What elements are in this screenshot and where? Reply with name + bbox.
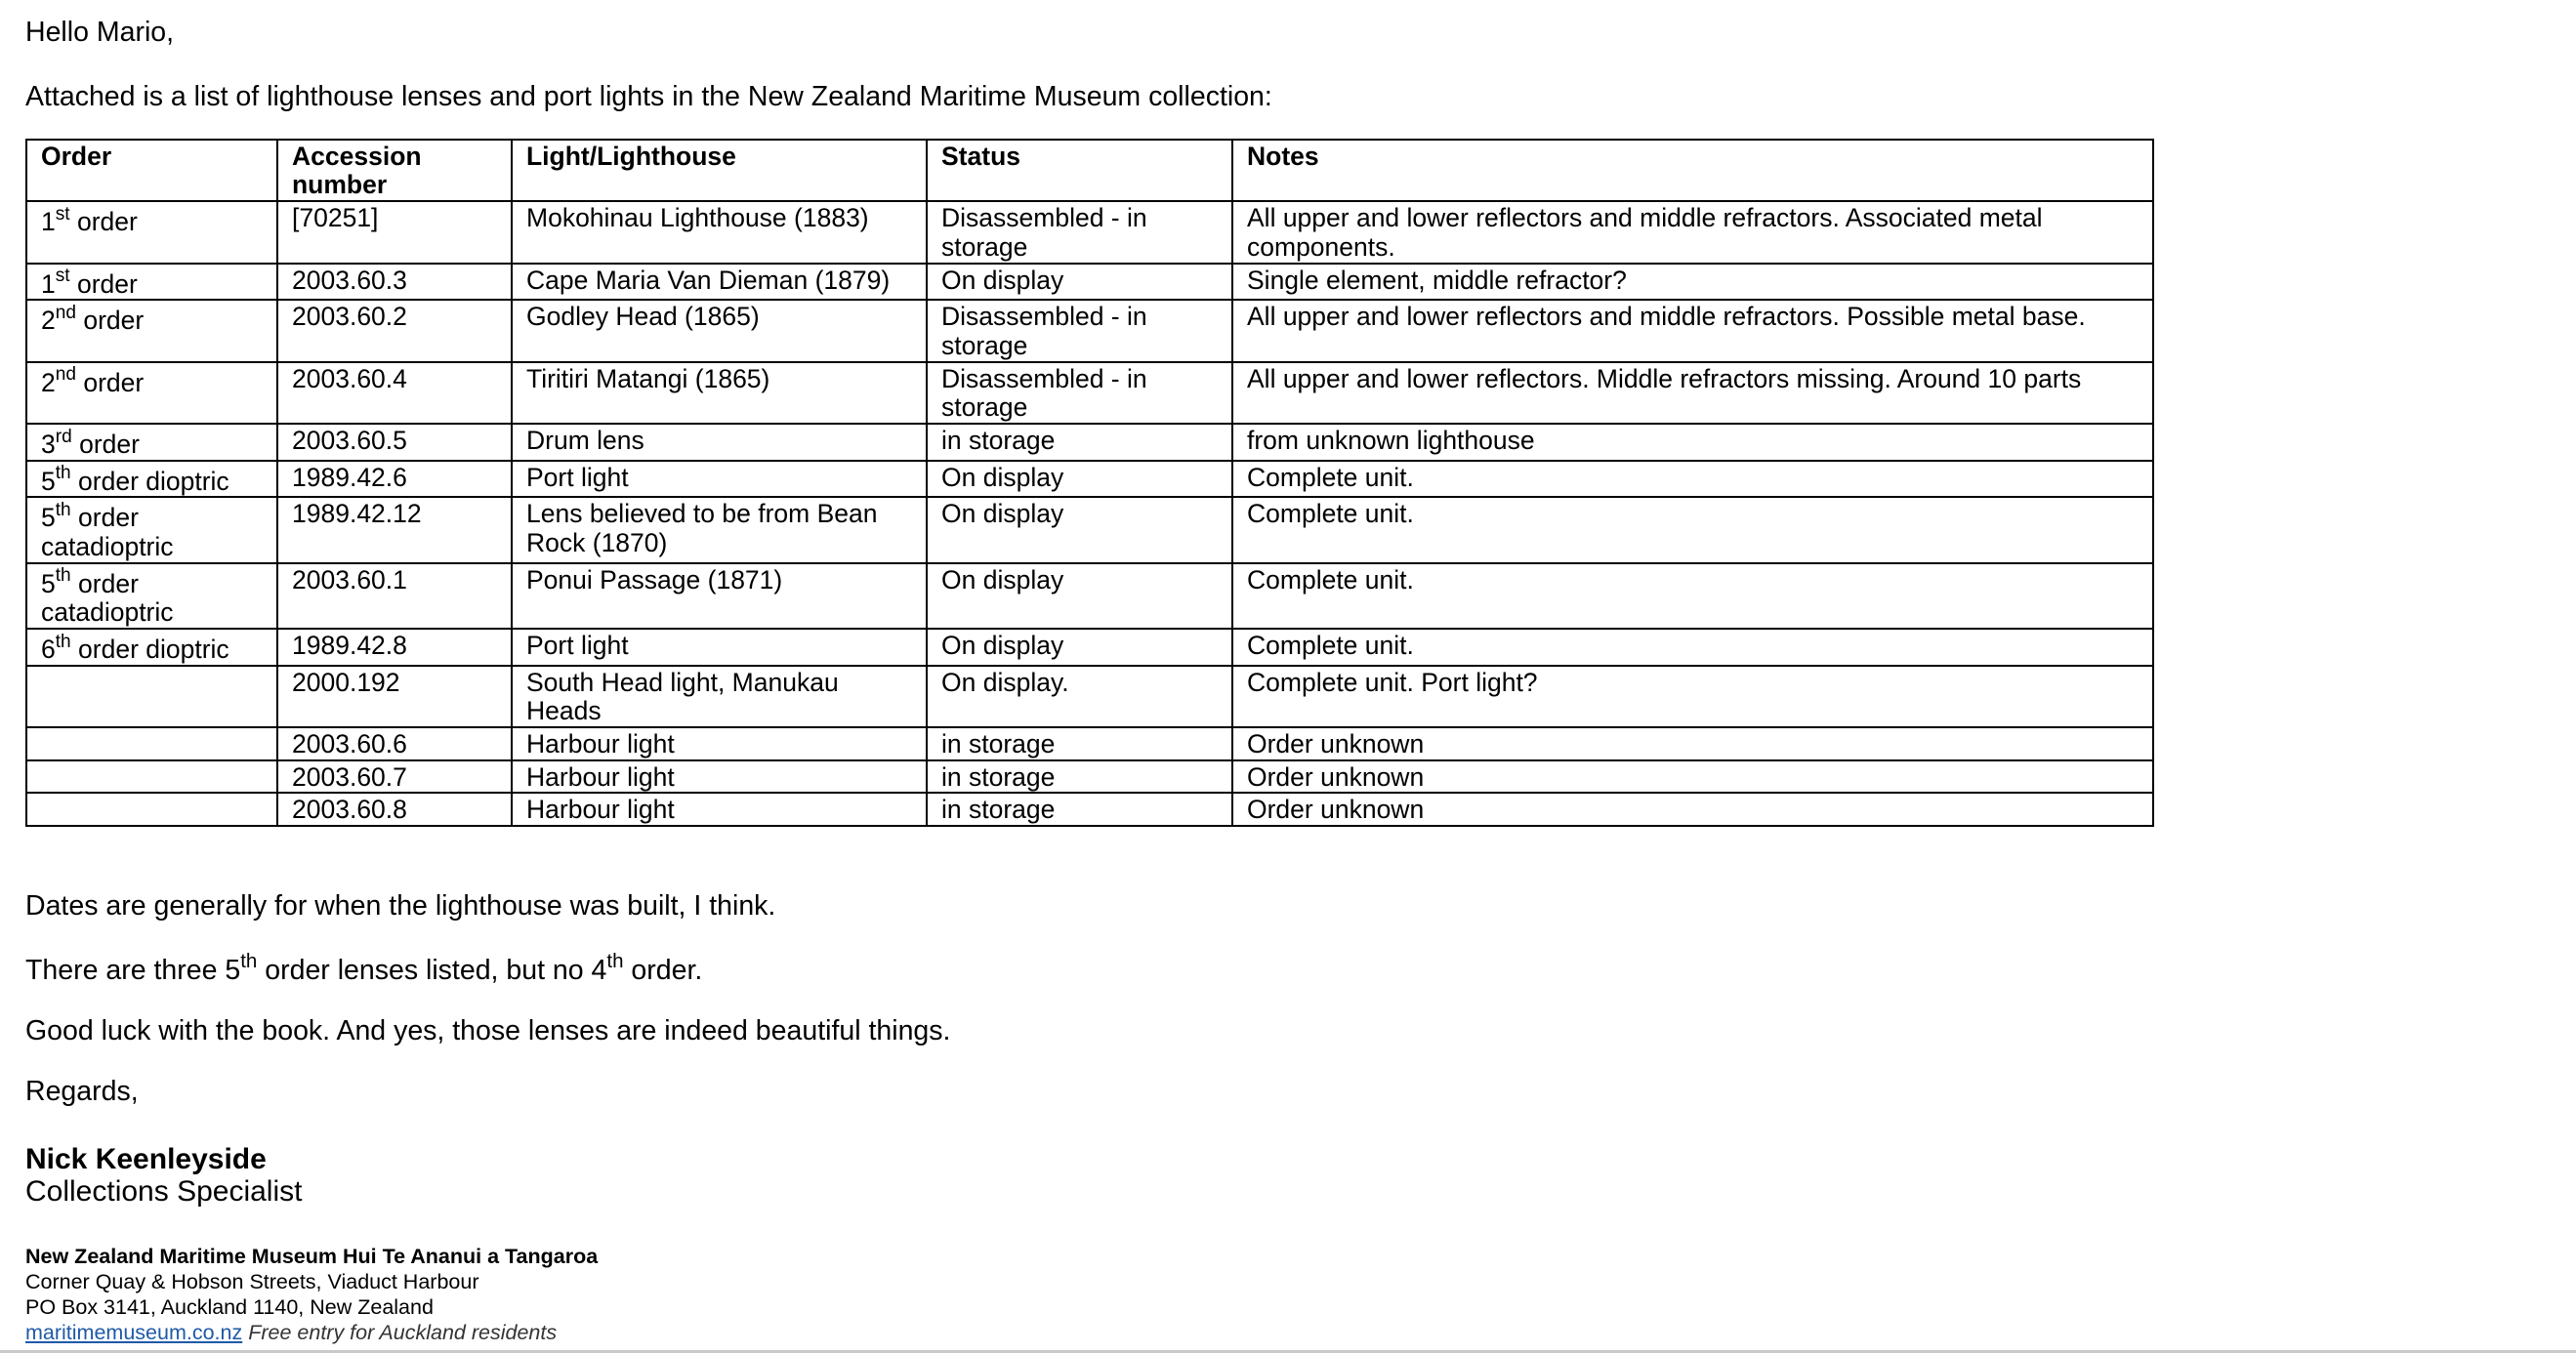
table-row [26,563,2153,629]
cell-notes: Single element, middle refractor? [1232,264,2153,301]
order-suffix: nd [55,364,76,386]
order-number: 2 [41,306,56,336]
cell-order [26,760,277,794]
order-note-c: order. [623,954,703,986]
col-header-notes: Notes [1232,140,2153,201]
order-number: 2 [41,367,56,397]
table-row [26,201,2153,263]
order-number: 1 [41,268,56,299]
cell-order [26,629,277,666]
cell-order [26,201,277,263]
cell-status: in storage [927,760,1232,794]
order-note-sup1: th [240,949,258,972]
table-header-row [26,140,2153,201]
cell-accession: 1989.42.12 [277,497,512,562]
order-label: order dioptric [70,634,229,664]
cell-accession: 2000.192 [277,666,512,727]
cell-status: in storage [927,727,1232,760]
good-luck-note: Good luck with the book. And yes, those lenses are indeed beautiful things. [25,1014,951,1046]
cell-status: On display [927,497,1232,562]
cell-notes: Order unknown [1232,760,2153,794]
cell-order [26,727,277,760]
organisation-name: New Zealand Maritime Museum Hui Te Ananui a Tangaroa [25,1244,599,1268]
cell-light: Godley Head (1865) [512,300,927,361]
cell-light: Harbour light [512,760,927,794]
cell-light: Mokohinau Lighthouse (1883) [512,201,927,263]
table-row [26,760,2153,794]
order-note-a: There are three 5 [25,954,241,986]
order-suffix: st [55,203,70,225]
cell-order [26,666,277,727]
table-row [26,461,2153,498]
regards: Regards, [25,1075,139,1107]
table-row [26,497,2153,562]
table-row [26,727,2153,760]
cell-light: Port light [512,629,927,666]
table-row [26,264,2153,301]
email-body [25,18,2525,1346]
cell-status: in storage [927,424,1232,461]
order-suffix: st [55,266,70,287]
order-label: order [69,268,138,299]
cell-notes: Complete unit. [1232,461,2153,498]
cell-accession: [70251] [277,201,512,263]
cell-notes: Complete unit. [1232,563,2153,629]
free-entry-tagline: Free entry for Auckland residents [248,1321,558,1345]
cell-accession: 2003.60.7 [277,760,512,794]
order-label: order [75,306,145,336]
cell-notes: Complete unit. Port light? [1232,666,2153,727]
table-row [26,793,2153,826]
order-suffix: rd [55,426,72,447]
cell-accession: 2003.60.6 [277,727,512,760]
cell-notes: Complete unit. [1232,497,2153,562]
cell-accession: 2003.60.5 [277,424,512,461]
order-number: 1 [41,207,56,237]
cell-accession: 2003.60.3 [277,264,512,301]
organisation-block [25,1244,2525,1346]
order-note-b: order lenses listed, but no 4 [257,954,607,986]
cell-status: Disassembled - in storage [927,300,1232,361]
dates-note: Dates are generally for when the lighthouse was built, I think. [25,889,776,922]
table-body [26,201,2153,826]
cell-order [26,424,277,461]
website-line [25,1320,2525,1345]
cell-notes: Complete unit. [1232,629,2153,666]
cell-light: Port light [512,461,927,498]
order-number: 5 [41,568,56,598]
order-number: 5 [41,503,56,533]
cell-order [26,497,277,562]
cell-accession: 2003.60.1 [277,563,512,629]
cell-light: Ponui Passage (1871) [512,563,927,629]
address-line-1: Corner Quay & Hobson Streets, Viaduct Harbour [25,1269,479,1293]
order-suffix: th [55,565,71,587]
cell-order [26,563,277,629]
cell-light: Harbour light [512,727,927,760]
order-number: 6 [41,634,56,664]
cell-status: On display [927,629,1232,666]
order-number: 5 [41,466,56,496]
greeting: Hello Mario, [25,17,175,48]
order-count-note [25,949,2525,987]
order-suffix: nd [55,302,76,323]
table-row [26,362,2153,424]
col-header-light: Light/Lighthouse [512,140,927,201]
cell-notes: Order unknown [1232,727,2153,760]
cell-notes: All upper and lower reflectors and middle refractors. Associated metal components. [1232,201,2153,263]
signature-name: Nick Keenleyside [25,1142,267,1175]
table-row [26,666,2153,727]
address-line-2: PO Box 3141, Auckland 1140, New Zealand [25,1295,434,1320]
cell-status: On display [927,563,1232,629]
cell-status: On display. [927,666,1232,727]
cell-light: Lens believed to be from Bean Rock (1870) [512,497,927,562]
cell-order [26,793,277,826]
table-row [26,424,2153,461]
cell-status: Disassembled - in storage [927,362,1232,424]
cell-light: South Head light, Manukau Heads [512,666,927,727]
cell-order [26,300,277,361]
cell-accession: 2003.60.4 [277,362,512,424]
cell-order [26,362,277,424]
order-suffix: th [55,631,71,652]
lens-table [25,139,2154,827]
website-link[interactable]: maritimemuseum.co.nz [25,1321,243,1345]
signature-title: Collections Specialist [25,1175,303,1209]
order-label: order catadioptric [41,503,174,561]
cell-notes: All upper and lower reflectors. Middle refractors missing. Around 10 parts [1232,362,2153,424]
col-header-order: Order [26,140,277,201]
table-row [26,300,2153,361]
table-row [26,629,2153,666]
cell-light: Harbour light [512,793,927,826]
order-label: order catadioptric [41,568,174,628]
cell-status: On display [927,461,1232,498]
order-suffix: th [55,499,71,520]
cell-order [26,461,277,498]
cell-accession: 1989.42.6 [277,461,512,498]
order-label: order [71,429,140,459]
cell-status: Disassembled - in storage [927,201,1232,263]
cell-accession: 2003.60.2 [277,300,512,361]
cell-status: On display [927,264,1232,301]
order-suffix: th [55,463,71,484]
cell-order [26,264,277,301]
cell-accession: 1989.42.8 [277,629,512,666]
cell-status: in storage [927,793,1232,826]
cell-light: Cape Maria Van Dieman (1879) [512,264,927,301]
col-header-status: Status [927,140,1232,201]
cell-notes: from unknown lighthouse [1232,424,2153,461]
order-number: 3 [41,429,56,459]
cell-notes: All upper and lower reflectors and middle refractors. Possible metal base. [1232,300,2153,361]
order-label: order [69,207,138,237]
order-note-sup2: th [606,949,624,972]
cell-light: Tiritiri Matangi (1865) [512,362,927,424]
intro-text: Attached is a list of lighthouse lenses and port lights in the New Zealand Maritime Museum collection: [25,80,1272,112]
order-label: order dioptric [70,466,229,496]
col-header-accession: Accession number [277,140,512,201]
cell-accession: 2003.60.8 [277,793,512,826]
order-label: order [75,367,145,397]
cell-notes: Order unknown [1232,793,2153,826]
cell-light: Drum lens [512,424,927,461]
